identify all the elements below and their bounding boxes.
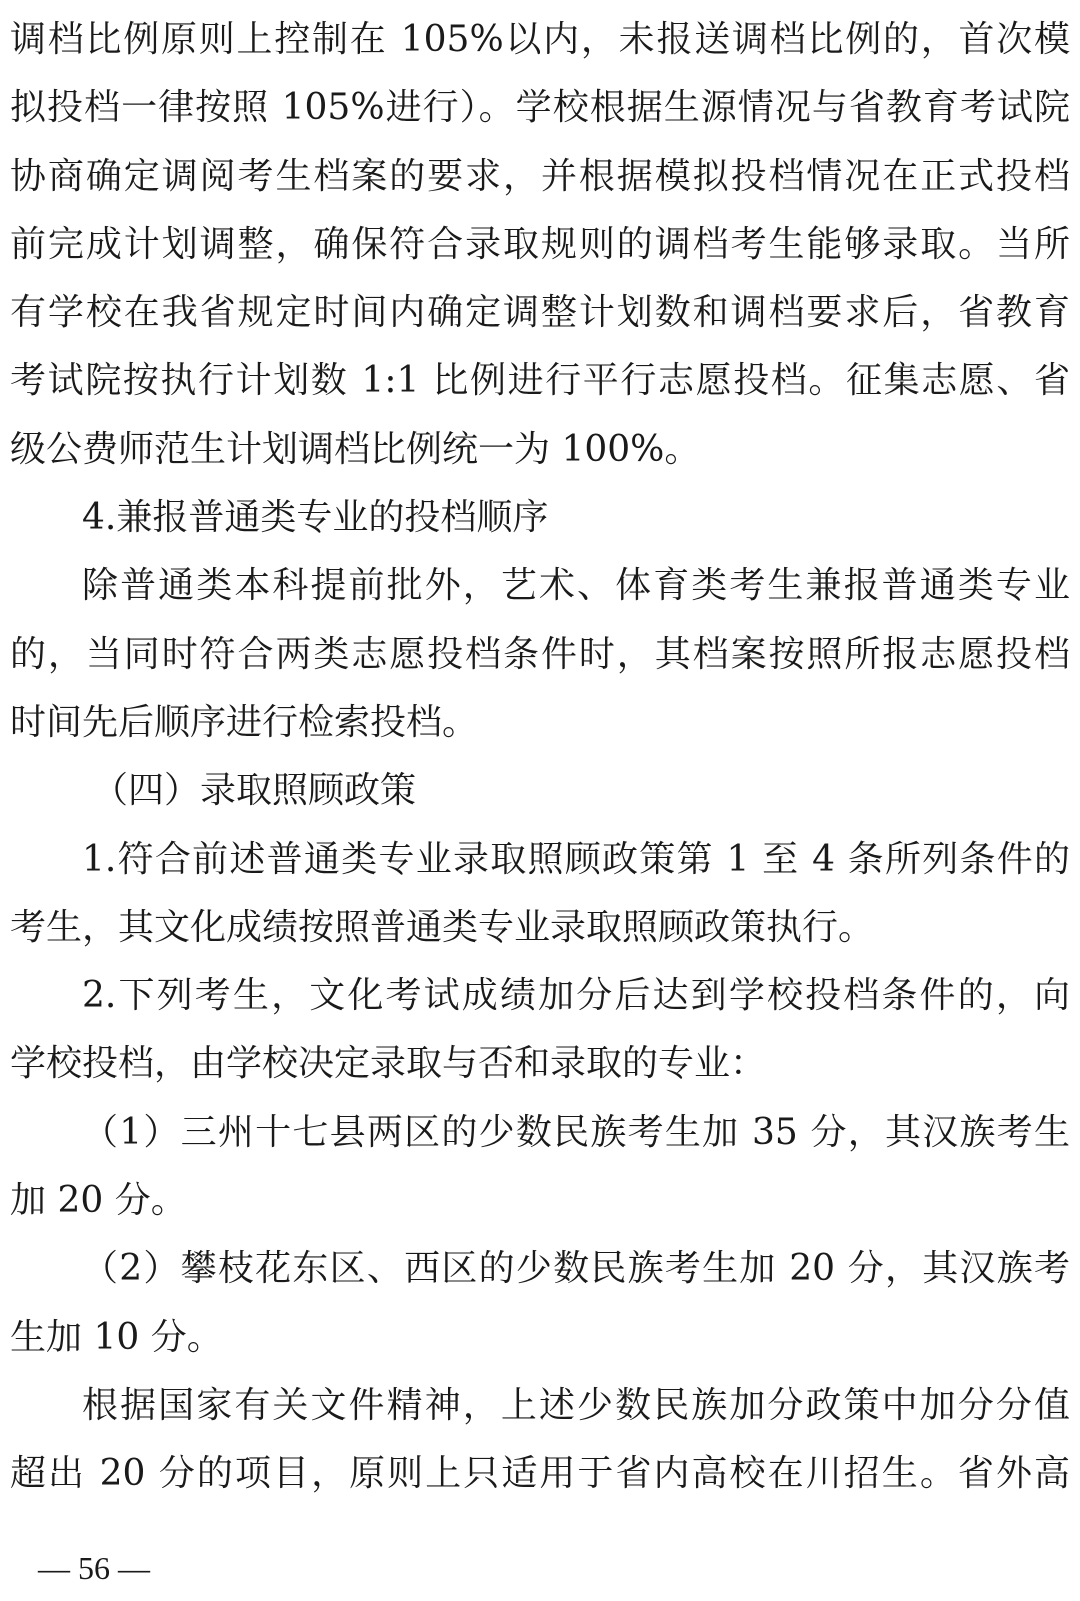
text-line: 时间先后顺序进行检索投档。 <box>10 701 479 743</box>
text-line: 生加 10 分。 <box>10 1316 223 1358</box>
text-line: 考试院按执行计划数 1:1 比例进行平行志愿投档。征集志愿、省 <box>10 360 1070 402</box>
text-line: 1.符合前述普通类专业录取照顾政策第 1 至 4 条所列条件的 <box>82 838 1070 880</box>
text-line: 协商确定调阅考生档案的要求，并根据模拟投档情况在正式投档 <box>10 155 1070 197</box>
text-line: 4.兼报普通类专业的投档顺序 <box>82 497 549 539</box>
text-line: 级公费师范生计划调档比例统一为 100%。 <box>10 428 701 470</box>
text-line: 除普通类本科提前批外，艺术、体育类考生兼报普通类专业 <box>82 565 1070 607</box>
page-number: — 56 — <box>38 1550 150 1586</box>
text-line: 学校投档，由学校决定录取与否和录取的专业： <box>10 1043 767 1085</box>
document-body <box>10 6 1070 1509</box>
text-line: （1）三州十七县两区的少数民族考生加 35 分，其汉族考生 <box>82 1111 1070 1153</box>
text-line: 有学校在我省规定时间内确定调整计划数和调档要求后，省教育 <box>10 292 1070 334</box>
text-line: 考生，其文化成绩按照普通类专业录取照顾政策执行。 <box>10 906 875 948</box>
text-line: 拟投档一律按照 105%进行）。学校根据生源情况与省教育考试院 <box>10 87 1070 129</box>
text-line: 根据国家有关文件精神，上述少数民族加分政策中加分分值 <box>82 1384 1070 1426</box>
text-line: 前完成计划调整，确保符合录取规则的调档考生能够录取。当所 <box>10 223 1070 265</box>
text-line: （四）录取照顾政策 <box>92 770 417 812</box>
text-line: 2.下列考生，文化考试成绩加分后达到学校投档条件的，向 <box>82 975 1070 1017</box>
text-line: 调档比例原则上控制在 105%以内，未报送调档比例的，首次模 <box>10 19 1070 60</box>
text-line: 超出 20 分的项目，原则上只适用于省内高校在川招生。省外高 <box>10 1453 1070 1495</box>
text-line: （2）攀枝花东区、西区的少数民族考生加 20 分，其汉族考 <box>82 1248 1070 1290</box>
text-line: 的，当同时符合两类志愿投档条件时，其档案按照所报志愿投档 <box>10 633 1070 675</box>
text-line: 加 20 分。 <box>10 1180 187 1222</box>
